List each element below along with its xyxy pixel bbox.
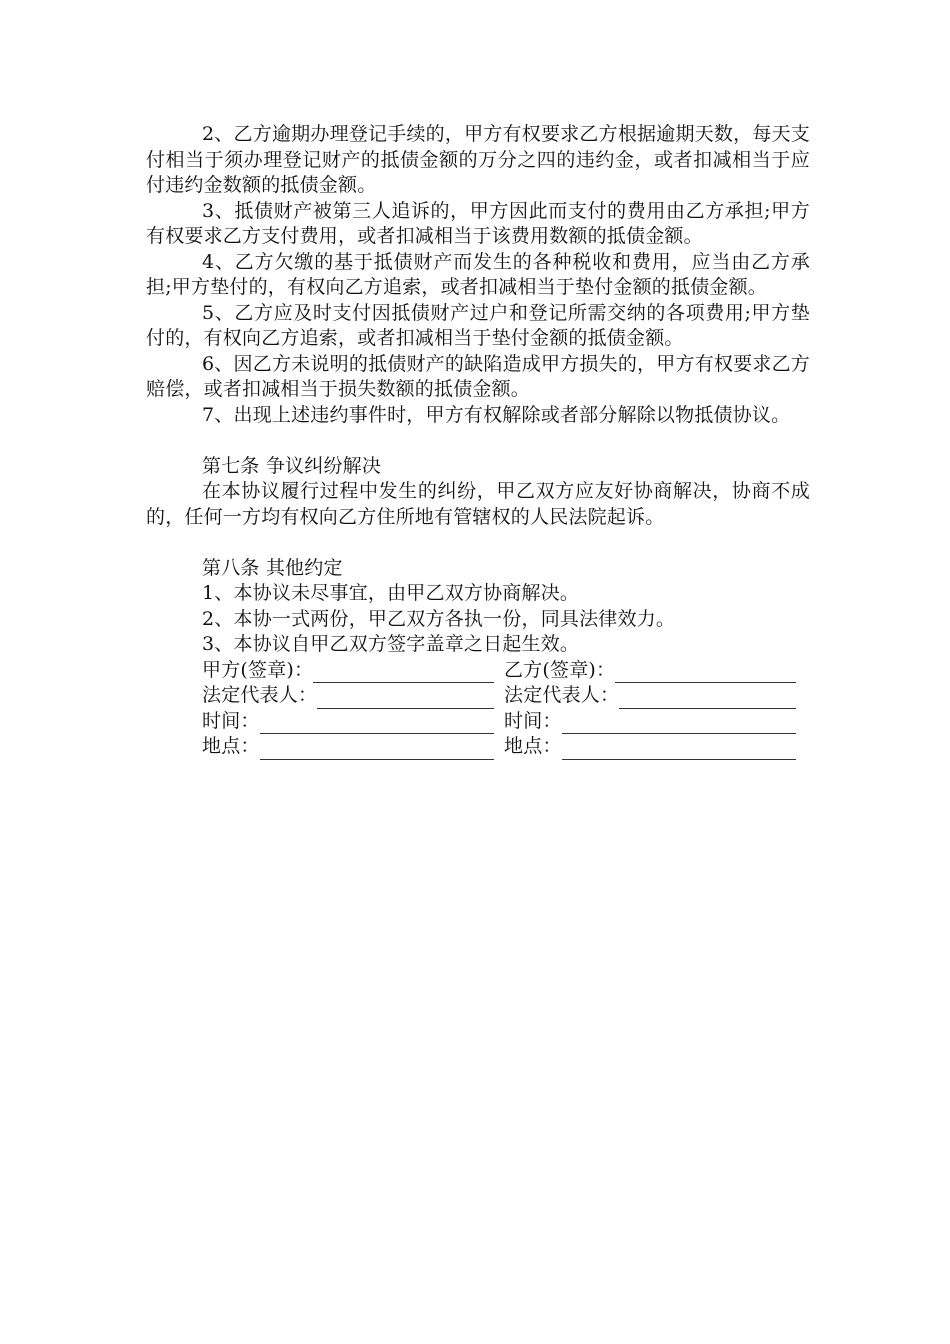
rep-b-label: 法定代表人：	[504, 684, 620, 706]
clause-5: 5、乙方应及时支付因抵债财产过户和登记所需交纳的各项费用;甲方垫付的，有权向乙方追索，或者扣减相当于垫付金额的抵债金额。	[146, 301, 810, 349]
time-b-field	[504, 709, 796, 735]
party-b-label: 乙方(签章)：	[504, 658, 616, 681]
party-b-signature	[504, 658, 796, 684]
document-body	[146, 122, 810, 760]
clause-2: 2、乙方逾期办理登记手续的，甲方有权要求乙方根据逾期天数，每天支付相当于须办理登记财产的抵债金额的万分之四的违约金，或者扣减相当于应付违约金数额的抵债金额。	[146, 123, 810, 196]
clause-4: 4、乙方欠缴的基于抵债财产而发生的各种税收和费用，应当由乙方承担;甲方垫付的，有权向乙方追索，或者扣减相当于垫付金额的抵债金额。	[146, 250, 810, 298]
time-b-label: 时间：	[504, 709, 562, 732]
place-b-label: 地点：	[504, 735, 562, 757]
party-a-signature	[202, 658, 504, 684]
rep-a-label: 法定代表人：	[202, 684, 318, 706]
section-gap	[146, 428, 810, 454]
rep-a-signature-line	[317, 690, 494, 709]
article-8-item-2: 2、本协一式两份，甲乙双方各执一份，同具法律效力。	[202, 607, 676, 630]
party-b-signature-line	[615, 664, 796, 683]
article-8-heading: 第八条 其他约定	[202, 556, 343, 579]
place-a-label: 地点：	[202, 735, 260, 757]
rep-b-signature	[504, 683, 796, 709]
article-8-item-3: 3、本协议自甲乙双方签字盖章之日起生效。	[202, 633, 580, 655]
time-a-label: 时间：	[202, 709, 260, 732]
clause-6: 6、因乙方未说明的抵债财产的缺陷造成甲方损失的，甲方有权要求乙方赔偿，或者扣减相当于损失数额的抵债金额。	[146, 352, 810, 400]
time-a-line	[260, 715, 494, 734]
signature-row-place	[146, 734, 810, 760]
place-a-line	[260, 741, 494, 760]
clause-7: 7、出现上述违约事件时，甲方有权解除或者部分解除以物抵债协议。	[202, 403, 791, 426]
section-gap	[146, 530, 810, 556]
party-a-label: 甲方(签章)：	[202, 658, 314, 681]
rep-b-signature-line	[619, 690, 796, 709]
place-b-line	[562, 741, 796, 760]
signature-row-party	[146, 658, 810, 684]
place-a-field	[202, 734, 504, 760]
article-7-body: 在本协议履行过程中发生的纠纷，甲乙双方应友好协商解决，协商不成的，任何一方均有权向乙方住所地有管辖权的人民法院起诉。	[146, 480, 810, 528]
signature-row-time	[146, 709, 810, 735]
clause-3: 3、抵债财产被第三人追诉的，甲方因此而支付的费用由乙方承担;甲方有权要求乙方支付费用，或者扣减相当于该费用数额的抵债金额。	[146, 199, 810, 247]
party-a-signature-line	[313, 664, 494, 683]
rep-a-signature	[202, 683, 504, 709]
time-a-field	[202, 709, 504, 735]
article-7-heading: 第七条 争议纠纷解决	[202, 454, 382, 477]
article-8-item-1: 1、本协议未尽事宜，由甲乙双方协商解决。	[202, 582, 580, 604]
signature-row-representative	[146, 683, 810, 709]
time-b-line	[562, 715, 796, 734]
place-b-field	[504, 734, 796, 760]
